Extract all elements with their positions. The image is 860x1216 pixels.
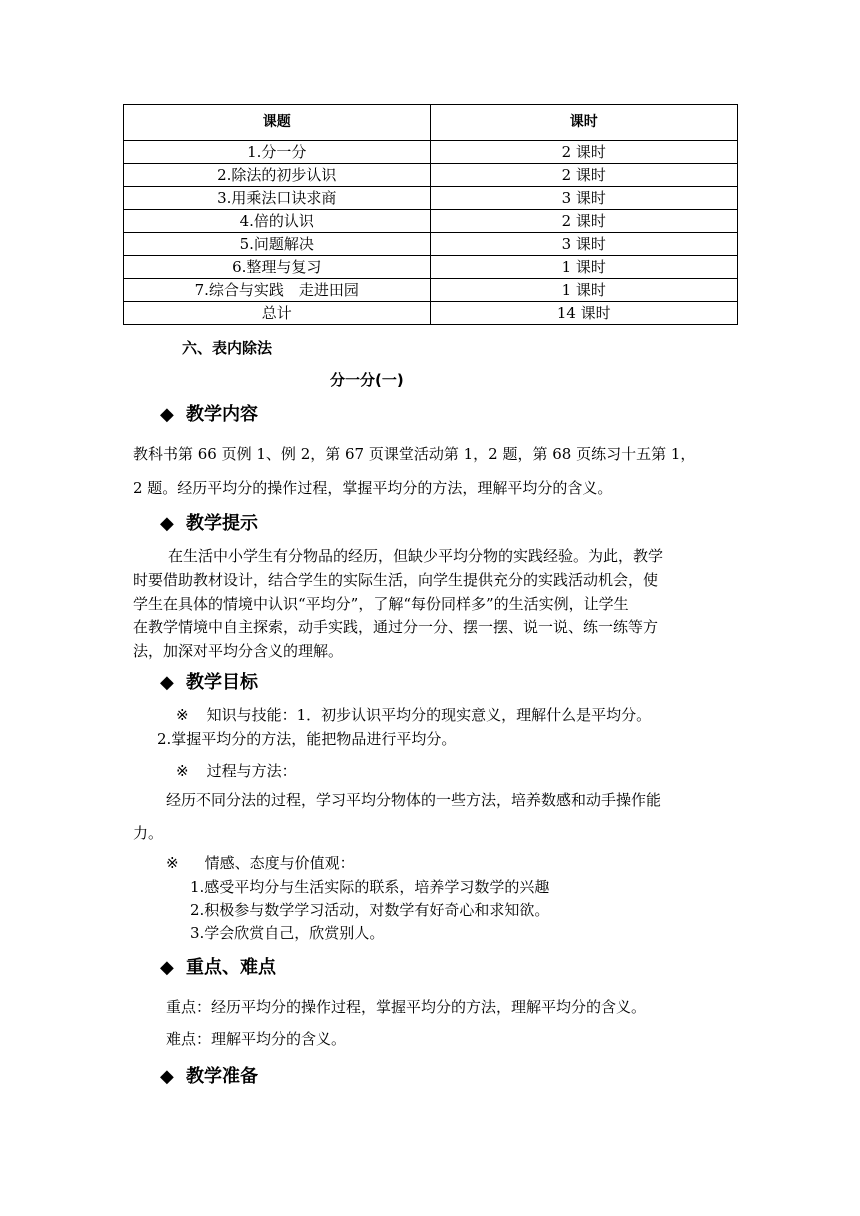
table-cell-topic: 6.整理与复习 [124, 256, 431, 279]
section-heading-text: 教学目标 [186, 672, 258, 693]
section-heading-hint [160, 509, 258, 535]
table-row [124, 187, 738, 210]
table-cell-topic: 5.问题解决 [124, 233, 431, 256]
difficulty-point: 难点：理解平均分的含义。 [166, 1030, 347, 1048]
table-cell-hours: 1 课时 [430, 279, 738, 302]
paragraph-line: 2 题。经历平均分的操作过程，掌握平均分的方法，理解平均分的含义。 [133, 479, 613, 497]
section-heading-text: 重点、难点 [186, 957, 276, 978]
paragraph-line: 经历不同分法的过程，学习平均分物体的一些方法，培养数感和动手操作能 [166, 791, 662, 809]
table-cell-hours: 2 课时 [430, 210, 738, 233]
paragraph-line: 在教学情境中自主探索，动手实践，通过分一分、摆一摆、说一说、练一练等方 [133, 618, 659, 636]
paragraph-line: 法，加深对平均分含义的理解。 [133, 642, 344, 660]
table-cell-hours: 2 课时 [430, 141, 738, 164]
table-row [124, 233, 738, 256]
diamond-bullet-icon: ◆ [160, 513, 174, 534]
goal-knowledge-label: 知识与技能： [206, 706, 297, 724]
key-point: 重点：经历平均分的操作过程，掌握平均分的方法，理解平均分的含义。 [166, 998, 647, 1016]
goal-attitude-label: 情感、态度与价值观： [204, 854, 355, 872]
section-heading-prep [160, 1062, 258, 1088]
table-cell-topic: 4.倍的认识 [124, 210, 431, 233]
table-row [124, 279, 738, 302]
diamond-bullet-icon: ◆ [160, 957, 174, 978]
list-item: 1.感受平均分与生活实际的联系，培养学习数学的兴趣 [190, 878, 550, 896]
chapter-title: 六、表内除法 [182, 339, 273, 357]
table-header-row [124, 105, 738, 141]
table-header-topic: 课题 [124, 105, 431, 141]
table-cell-topic: 2.除法的初步认识 [124, 164, 431, 187]
lesson-title: 分一分(一) [330, 371, 404, 389]
paragraph-line: 在生活中小学生有分物品的经历，但缺少平均分物的实践经验。为此，教学 [168, 547, 664, 565]
paragraph-line: 时要借助教材设计，结合学生的实际生活，向学生提供充分的实践活动机会，使 [133, 571, 659, 589]
paragraph-line: 教科书第 66 页例 1、例 2，第 67 页课堂活动第 1，2 题，第 68 页练习十五第 1， [133, 445, 696, 463]
table-row [124, 141, 738, 164]
reference-mark-icon: ※ [176, 762, 189, 780]
reference-mark-icon: ※ [176, 706, 189, 724]
table-cell-hours: 2 课时 [430, 164, 738, 187]
section-heading-content [160, 400, 258, 426]
goal-process-label: 过程与方法： [206, 762, 297, 780]
lesson-hours-table [123, 104, 738, 325]
diamond-bullet-icon: ◆ [160, 1066, 174, 1087]
section-heading-text: 教学内容 [186, 404, 258, 425]
table-header-hours: 课时 [430, 105, 738, 141]
list-item: 2.积极参与数学学习活动，对数学有好奇心和求知欲。 [190, 901, 550, 919]
goal-process-line [176, 760, 297, 781]
goal-knowledge-line [176, 704, 651, 725]
table-cell-hours: 1 课时 [430, 256, 738, 279]
goal-knowledge-item-2: 2.掌握平均分的方法，能把物品进行平均分。 [157, 730, 457, 748]
section-heading-goals [160, 668, 258, 694]
table-cell-hours: 3 课时 [430, 187, 738, 210]
section-heading-keypoints [160, 953, 276, 979]
table-cell-topic: 7.综合与实践 走进田园 [124, 279, 431, 302]
section-heading-text: 教学准备 [186, 1066, 258, 1087]
paragraph-line: 学生在具体的情境中认识“平均分”，了解“每份同样多”的生活实例，让学生 [133, 595, 629, 613]
table-cell-topic: 3.用乘法口诀求商 [124, 187, 431, 210]
table-row [124, 302, 738, 325]
reference-mark-icon: ※ [166, 854, 179, 872]
diamond-bullet-icon: ◆ [160, 672, 174, 693]
list-item: 3.学会欣赏自己，欣赏别人。 [190, 924, 385, 942]
paragraph-line: 力。 [133, 824, 164, 842]
diamond-bullet-icon: ◆ [160, 404, 174, 425]
table-cell-topic: 1.分一分 [124, 141, 431, 164]
table-cell-topic: 总计 [124, 302, 431, 325]
goal-knowledge-item-1: 1．初步认识平均分的现实意义，理解什么是平均分。 [296, 706, 652, 724]
table-row [124, 164, 738, 187]
table-cell-hours: 14 课时 [430, 302, 738, 325]
section-heading-text: 教学提示 [186, 513, 258, 534]
table-row [124, 210, 738, 233]
goal-attitude-line [166, 852, 355, 873]
table-cell-hours: 3 课时 [430, 233, 738, 256]
table-row [124, 256, 738, 279]
